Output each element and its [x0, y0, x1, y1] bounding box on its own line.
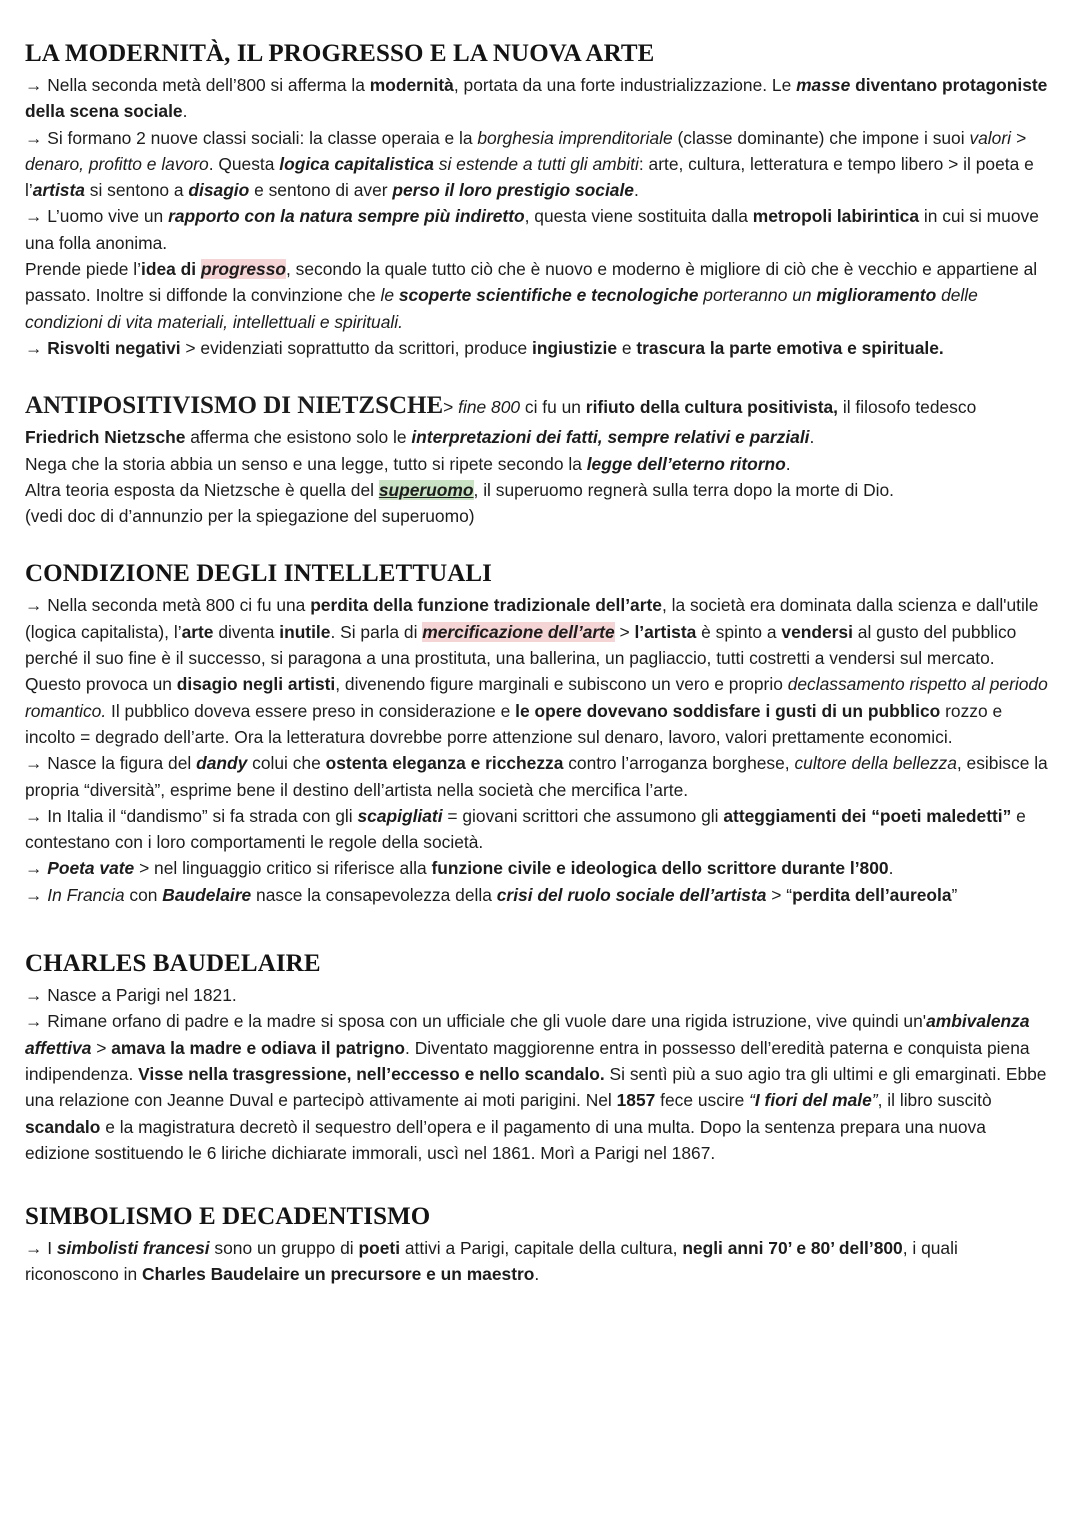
- document-page: [25, 36, 1055, 1288]
- section-title: CHARLES BAUDELAIRE: [25, 950, 321, 978]
- section-title: ANTIPOSITIVISMO DI NIETZSCHE: [25, 392, 444, 420]
- section-intellettuali: [25, 556, 1055, 908]
- section-modernita: [25, 36, 1055, 361]
- paragraph: → Nella seconda metà 800 ci fu una perdita della funzione tradizionale dell’arte, la società era dominata dalla scienza e dall'utile (logica capitalista), l’arte diventa inutile. Si parla di mercificazione dell’arte > l’artista è spinto a vendersi al gusto del pubblico perché il suo fine è il successo, si paragona a una prostituta, una ballerina, un pagliaccio, tutti costretti a vendersi sul mercato. Questo provoca un disagio negli artisti, divenendo figure marginali e subiscono un vero e proprio declassamento rispetto al periodo romantico. Il pubblico doveva essere preso in considerazione e le opere dovevano soddisfare i gusti di un pubblico rozzo e incolto = degrado dell’arte. Ora la letteratura dovrebbe porre attenzione sul denaro, lavoro, valori prettamente economici. → Nasce la figura del dandy colui che ostenta eleganza e ricchezza contro l’arroganza borghese, cultore della bellezza, esibisce la propria “diversità”, esprime bene il destino dell’artista nella società che mercifica l’arte. → In Italia il “dandismo” si fa strada con gli scapigliati = giovani scrittori che assumono gli atteggiamenti dei “poeti maledetti” e contestano con i loro comportamenti le regole della società. → Poeta vate > nel linguaggio critico si riferisce alla funzione civile e ideologica dello scrittore durante l’800. → In Francia con Baudelaire nasce la consapevolezza della crisi del ruolo sociale dell’artista > “perdita dell’aureola”: [25, 595, 1048, 905]
- highlight: superuomo: [378, 479, 474, 500]
- paragraph: → Nella seconda metà dell’800 si afferma la modernità, portata da una forte industrializzazione. Le masse diventano protagoniste della scena sociale. → Si formano 2 nuove classi sociali: la classe operaia e la borghesia imprenditoriale (classe dominante) che impone i suoi valori > denaro, profitto e lavoro. Questa logica capitalistica si estende a tutti gli ambiti: arte, cultura, letteratura e tempo libero > il poeta e l’artista si sentono a disagio e sentono di aver perso il loro prestigio sociale. → L’uomo vive un rapporto con la natura sempre più indiretto, questa viene sostituita dalla metropoli labirintica in cui si muove una folla anonima. Prende piede l’idea di progresso, secondo la quale tutto ciò che è nuovo e moderno è migliore di ciò che è vecchio e appartiene al passato. Inoltre si diffonde la convinzione che le scoperte scientifiche e tecnologiche porteranno un miglioramento delle condizioni di vita materiali, intellettuali e spirituali. → Risvolti negativi > evidenziati soprattutto da scrittori, produce ingiustizie e trascura la parte emotiva e spirituale.: [25, 75, 1048, 358]
- section-title: LA MODERNITÀ, IL PROGRESSO E LA NUOVA ARTE: [25, 40, 655, 67]
- section-simbolismo: [25, 1199, 1055, 1288]
- paragraph: ANTIPOSITIVISMO DI NIETZSCHE> fine 800 ci fu un rifiuto della cultura positivista, il filosofo tedesco Friedrich Nietzsche afferma che esistono solo le interpretazioni dei fatti, sempre relativi e parziali. Nega che la storia abbia un senso e una legge, tutto si ripete secondo la legge dell’eterno ritorno. Altra teoria esposta da Nietzsche è quella del superuomo, il superuomo regnerà sulla terra dopo la morte di Dio. (vedi doc di d’annunzio per la spiegazione del superuomo): [25, 392, 977, 527]
- highlight: progresso: [200, 259, 286, 280]
- section-nietzsche: [25, 388, 1055, 529]
- paragraph: → I simbolisti francesi sono un gruppo di poeti attivi a Parigi, capitale della cultura, negli anni 70’ e 80’ dell’800, i quali riconoscono in Charles Baudelaire un precursore e un maestro.: [25, 1238, 958, 1285]
- section-title: SIMBOLISMO E DECADENTISMO: [25, 1203, 431, 1231]
- highlight: mercificazione dell’arte: [422, 621, 615, 642]
- section-title: CONDIZIONE DEGLI INTELLETTUALI: [25, 560, 493, 588]
- section-baudelaire: [25, 946, 1055, 1166]
- paragraph: → Nasce a Parigi nel 1821. → Rimane orfano di padre e la madre si sposa con un ufficiale che gli vuole dare una rigida istruzione, vive quindi un'ambivalenza affettiva > amava la madre e odiava il patrigno. Diventato maggiorenne entra in possesso dell’eredità paterna e conquista piena indipendenza. Visse nella trasgressione, nell’eccesso e nello scandalo. Si sentì più a suo agio tra gli ultimi e gli emarginati. Ebbe una relazione con Jeanne Duval e partecipò attivamente ai moti parigini. Nel 1857 fece uscire “I fiori del male”, il libro suscitò scandalo e la magistratura decretò il sequestro dell’opera e il pagamento di una multa. Dopo la sentenza prepara una nuova edizione sostituendo le 6 liriche dichiarate immorali, uscì nel 1861. Morì a Parigi nel 1867.: [25, 985, 1047, 1163]
